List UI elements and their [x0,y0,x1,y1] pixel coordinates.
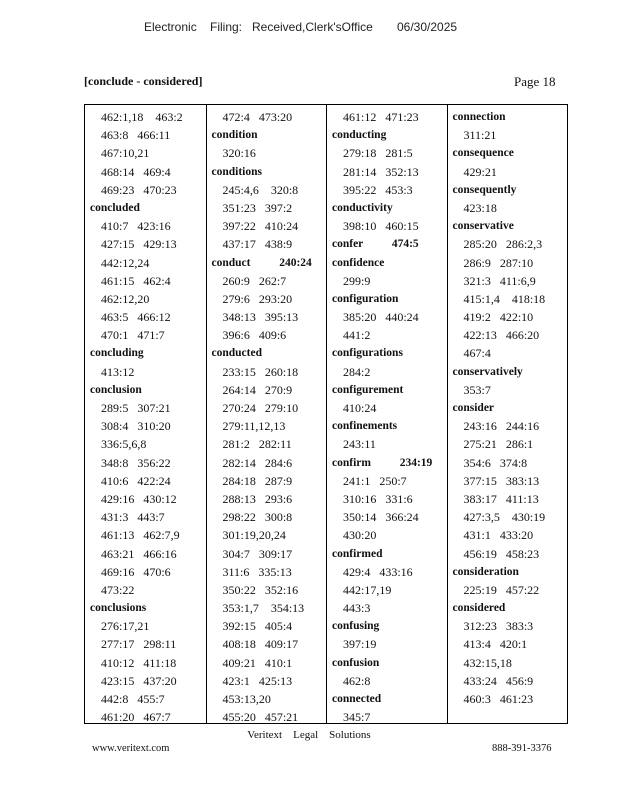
index-reference: 468:14 469:4 [101,164,171,179]
index-reference: 463:8 466:11 [101,128,171,143]
index-reference: 351:23 397:2 [222,200,293,215]
index-term: confusion [332,656,380,669]
footer-company: Veritext Legal Solutions [247,729,371,741]
index-term: condition [211,129,258,142]
index-term: consequence [452,147,514,160]
index-reference: 320:16 [222,146,256,161]
index-reference: 243:16 244:16 [463,419,540,434]
index-term: conservative [452,220,514,233]
index-reference: 472:4 473:20 [222,110,293,124]
index-reference: 285:20 286:2,3 [463,237,543,252]
index-reference: 396:6 409:6 [222,328,287,343]
index-reference: 441:2 [343,328,371,343]
filing-label: Filing: [210,20,243,34]
index-reference: 431:3 443:7 [101,510,165,525]
index-reference: 437:17 438:9 [222,237,293,252]
index-reference: 282:14 284:6 [222,455,293,470]
index-reference: 241:1 250:7 [343,473,407,488]
index-term: configurement [332,383,404,396]
index-reference: 284:2 [343,364,371,379]
index-reference: 408:18 409:17 [222,637,299,652]
index-reference: 286:9 287:10 [463,255,534,270]
index-column-1 [85,105,206,723]
index-reference: 431:1 433:20 [463,528,534,543]
index-reference: 233:15 260:18 [222,364,299,379]
index-reference: 279:6 293:20 [222,291,293,306]
index-reference: 427:15 429:13 [101,237,177,252]
index-reference: 392:15 405:4 [222,619,293,634]
index-reference: 348:13 395:13 [222,310,299,325]
index-term: connection [452,111,506,123]
index-term: conducted [211,347,262,360]
index-reference: 429:4 433:16 [343,564,413,579]
index-term: confirm 234:19 [332,456,433,469]
index-reference: 467:10,21 [101,146,150,161]
index-term: conclusion [90,383,142,396]
index-reference: 225:19 457:22 [463,582,540,597]
index-reference: 462:12,20 [101,291,150,306]
index-reference: 423:1 425:13 [222,673,293,688]
index-reference: 279:18 281:5 [343,146,413,161]
index-term: consideration [452,565,519,578]
index-reference: 288:13 293:6 [222,491,293,506]
index-reference: 469:23 470:23 [101,182,177,197]
index-reference: 419:2 422:10 [463,310,534,325]
index-reference: 308:4 310:20 [101,419,171,434]
index-term: confusing [332,620,380,633]
index-reference: 410:6 422:24 [101,473,171,488]
index-reference: 461:15 462:4 [101,273,171,288]
index-reference: 423:15 437:20 [101,673,177,688]
index-term: configurations [332,347,403,360]
index-reference: 377:15 383:13 [463,473,540,488]
index-reference: 410:7 423:16 [101,219,171,234]
index-reference: 289:5 307:21 [101,401,171,415]
index-term: conduct 240:24 [211,256,312,269]
index-term: conductivity [332,201,393,214]
filing-system: Electronic [144,20,197,34]
index-reference: 432:15,18 [463,655,512,670]
word-index-table [84,104,568,724]
index-term: confer 474:5 [332,238,419,251]
index-reference: 410:12 411:18 [101,655,177,670]
index-reference: 397:19 [343,637,377,652]
index-reference: 427:3,5 430:19 [463,510,546,525]
index-reference: 461:20 467:7 [101,710,171,723]
index-reference: 395:22 453:3 [343,182,413,197]
index-reference: 243:11 [343,437,376,452]
index-term: confidence [332,256,385,269]
index-reference: 311:21 [463,128,497,143]
index-reference: 429:21 [463,164,497,179]
index-reference: 245:4,6 320:8 [222,182,299,197]
index-reference: 463:21 466:16 [101,546,177,561]
index-reference: 348:8 356:22 [101,455,171,470]
index-reference: 456:19 458:23 [463,546,540,561]
index-term: considered [452,602,506,615]
index-reference: 413:4 420:1 [463,637,528,652]
index-term: consequently [452,183,517,196]
index-reference: 442:17,19 [343,582,392,597]
index-reference: 281:14 352:13 [343,164,419,179]
index-reference: 275:21 286:1 [463,437,534,452]
index-reference: 298:22 300:8 [222,510,293,525]
index-reference: 304:7 309:17 [222,546,293,561]
footer-website: www.veritext.com [92,743,170,754]
index-reference: 350:22 352:16 [222,582,299,597]
index-column-3 [326,105,447,723]
index-term: configuration [332,292,399,305]
index-term: confinements [332,420,398,433]
index-reference: 462:1,18 463:2 [101,110,183,124]
index-reference: 336:5,6,8 [101,437,147,452]
index-reference: 276:17,21 [101,619,150,634]
index-term: concluded [90,201,140,214]
index-reference: 264:14 270:9 [222,382,293,397]
index-reference: 385:20 440:24 [343,310,419,325]
index-reference: 463:5 466:12 [101,310,171,325]
index-reference: 345:7 [343,710,371,723]
index-term: conducting [332,129,387,142]
index-reference: 279:11,12,13 [222,419,286,434]
index-term: concluding [90,347,144,360]
index-reference: 433:24 456:9 [463,673,534,688]
index-column-4 [447,105,568,723]
index-reference: 260:9 262:7 [222,273,287,288]
filing-status: Received,Clerk'sOffice [252,20,373,34]
index-reference: 423:18 [463,200,497,215]
index-term: connected [332,693,382,705]
index-reference: 473:22 [101,582,135,597]
index-reference: 383:17 411:13 [463,491,539,506]
index-reference: 353:1,7 354:13 [222,601,305,616]
index-reference: 281:2 282:11 [222,437,292,452]
index-term: conclusions [90,602,147,615]
index-reference: 443:3 [343,601,371,616]
index-reference: 350:14 366:24 [343,510,419,525]
index-reference: 270:24 279:10 [222,401,299,415]
index-reference: 321:3 411:6,9 [463,273,536,288]
index-reference: 311:6 335:13 [222,564,292,579]
index-reference: 460:3 461:23 [463,692,534,706]
index-reference: 299:9 [343,273,371,288]
page-number: Page 18 [514,74,556,89]
index-reference: 429:16 430:12 [101,491,177,506]
index-reference: 469:16 470:6 [101,564,171,579]
index-reference: 470:1 471:7 [101,328,165,343]
index-reference: 397:22 410:24 [222,219,299,234]
index-reference: 413:12 [101,364,135,379]
index-reference: 410:24 [343,401,377,415]
index-reference: 461:12 471:23 [343,110,419,124]
index-reference: 462:8 [343,673,371,688]
index-reference: 430:20 [343,528,377,543]
index-reference: 277:17 298:11 [101,637,177,652]
footer-phone: 888-391-3376 [492,743,552,754]
index-reference: 422:13 466:20 [463,328,540,343]
index-term: confirmed [332,547,383,560]
index-reference: 453:13,20 [222,692,271,706]
index-term: consider [452,402,495,414]
index-reference: 409:21 410:1 [222,655,293,670]
index-reference: 310:16 331:6 [343,491,413,506]
index-column-2 [206,105,327,723]
index-reference: 442:8 455:7 [101,692,165,706]
index-reference: 284:18 287:9 [222,473,293,488]
index-reference: 455:20 457:21 [222,710,299,723]
index-reference: 312:23 383:3 [463,619,534,634]
index-reference: 301:19,20,24 [222,528,286,543]
index-reference: 467:4 [463,346,491,361]
index-term: conservatively [452,365,523,378]
index-reference: 461:13 462:7,9 [101,528,180,543]
index-reference: 415:1,4 418:18 [463,291,546,306]
index-reference: 442:12,24 [101,255,150,270]
index-reference: 354:6 374:8 [463,455,528,470]
index-range: [conclude - considered] [84,74,203,88]
filing-date: 06/30/2025 [397,20,458,34]
index-reference: 353:7 [463,382,491,397]
index-reference: 398:10 460:15 [343,219,419,234]
index-term: conditions [211,165,262,178]
